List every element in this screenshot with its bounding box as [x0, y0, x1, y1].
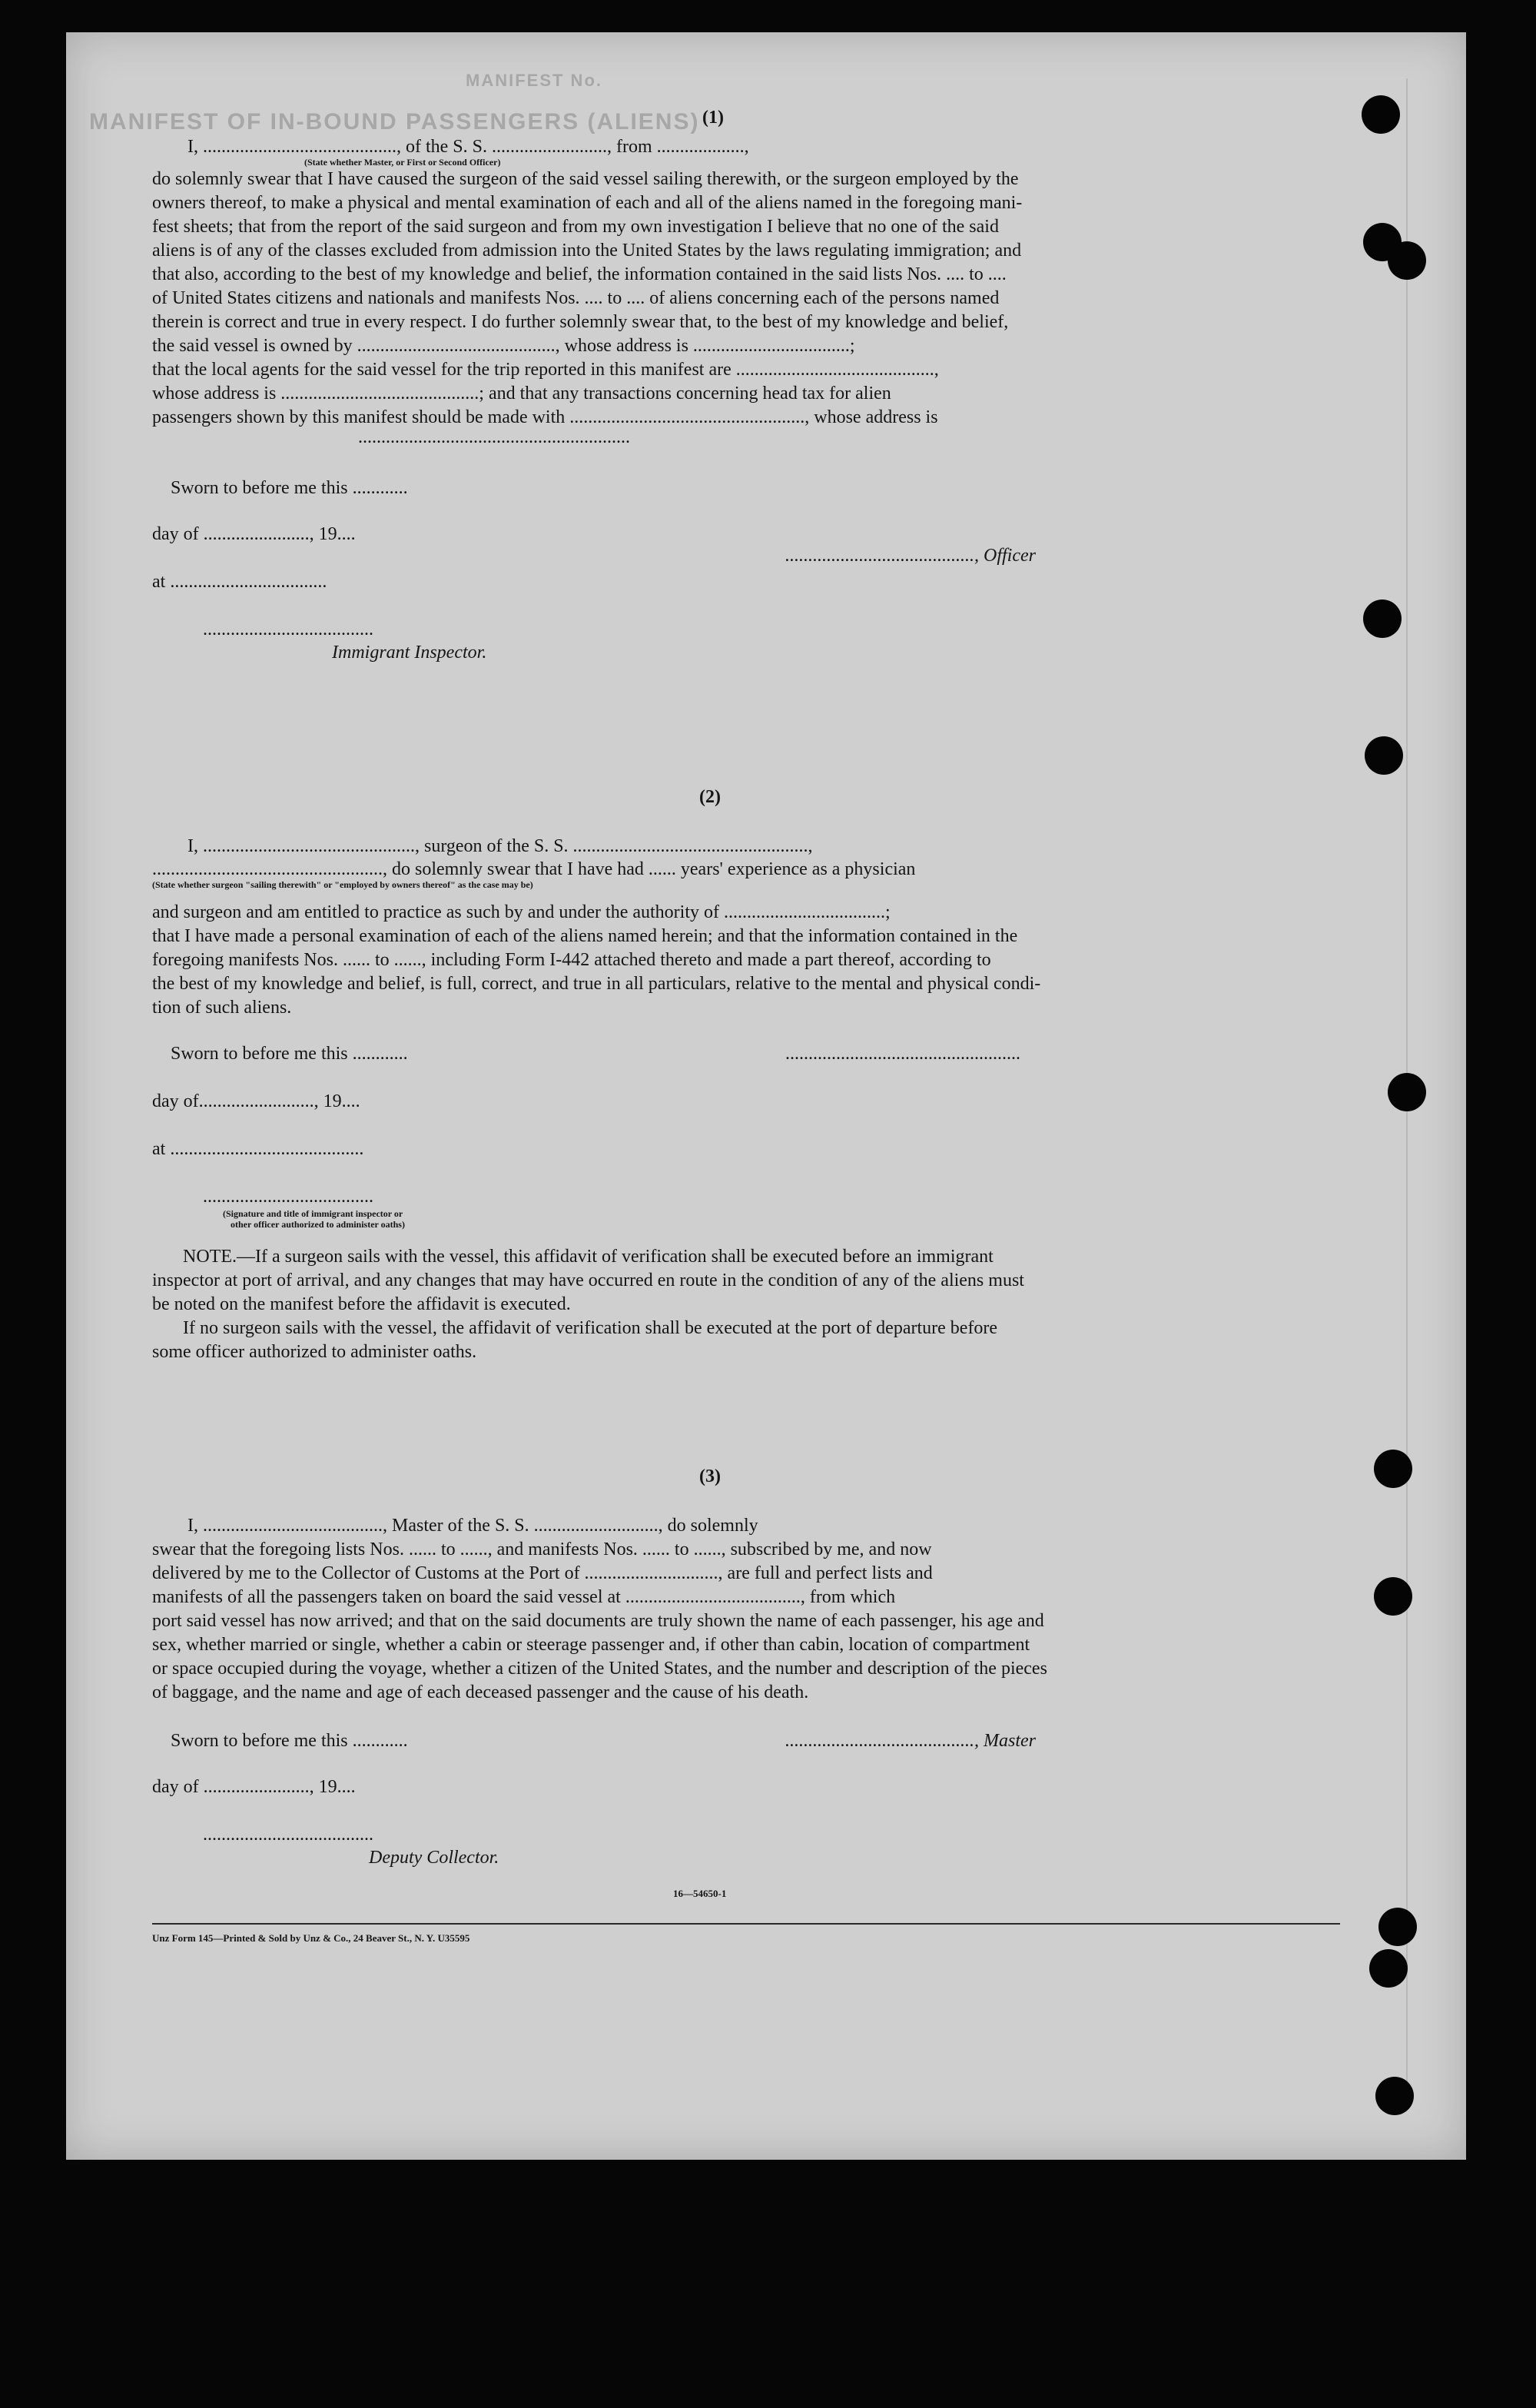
- s1-at: at ..................................: [152, 572, 327, 592]
- s2-signature-note: (Signature and title of immigrant inspector or: [223, 1208, 403, 1219]
- s1-officer-note: (State whether Master, or First or Second Officer): [304, 157, 501, 168]
- s3-deputy-collector: Deputy Collector.: [369, 1848, 499, 1868]
- s1-sworn: Sworn to before me this ............: [171, 478, 408, 498]
- s3-line: or space occupied during the voyage, whether a citizen of the United States, and the number and description of the pieces: [152, 1659, 1047, 1679]
- s2-surgeon-note: (State whether surgeon "sailing therewith" or "employed by owners thereof" as the case may be): [152, 879, 533, 890]
- s1-line: aliens is of any of the classes excluded from admission into the United States by the laws regulating immigration; and: [152, 241, 1022, 261]
- punch-hole: [1375, 2077, 1414, 2115]
- s2-note-line: NOTE.—If a surgeon sails with the vessel, this affidavit of verification shall be executed before an immigrant: [183, 1247, 994, 1267]
- s3-day: day of ......................., 19....: [152, 1777, 356, 1797]
- section-2-header: (2): [699, 787, 721, 807]
- punch-hole: [1363, 600, 1402, 638]
- punch-hole: [1362, 95, 1400, 134]
- s3-sworn: Sworn to before me this ............: [171, 1731, 408, 1751]
- s2-sworn: Sworn to before me this ............: [171, 1044, 408, 1064]
- s1-line: that the local agents for the said vessel for the trip reported in this manifest are ...........................................,: [152, 360, 939, 380]
- s1-line: whose address is ...........................................; and that any transactions concerning head tax for alien: [152, 384, 891, 404]
- printer-credit: Unz Form 145—Printed & Sold by Unz & Co., 24 Beaver St., N. Y. U35595: [152, 1932, 470, 1944]
- s2-day: day of........................., 19....: [152, 1091, 360, 1111]
- s2-signature: ...................................................: [785, 1044, 1020, 1064]
- s2-note-line: inspector at port of arrival, and any changes that may have occurred en route in the condition of any of the aliens must: [152, 1270, 1024, 1290]
- s2-note-line: some officer authorized to administer oaths.: [152, 1342, 477, 1362]
- s2-at: at ..........................................: [152, 1139, 364, 1159]
- s1-line: of United States citizens and nationals and manifests Nos. .... to .... of aliens concerning each of the persons named: [152, 288, 1000, 308]
- punch-hole: [1374, 1450, 1412, 1488]
- s2-signature-line: .....................................: [203, 1187, 373, 1207]
- s2-line: tion of such aliens.: [152, 998, 292, 1018]
- s3-line: swear that the foregoing lists Nos. ...... to ......, and manifests Nos. ...... to ......, subscribed by me, and now: [152, 1539, 932, 1559]
- s2-line: foregoing manifests Nos. ...... to ......, including Form I-442 attached thereto and made a part thereof, according to: [152, 950, 991, 970]
- punch-hole: [1369, 1949, 1408, 1988]
- s3-line: delivered by me to the Collector of Customs at the Port of ............................., are full and perfect lists and: [152, 1563, 933, 1583]
- s1-line: I, .........................................., of the S. S. ........................., from ...................,: [187, 137, 749, 157]
- s1-line: ...........................................................: [358, 427, 630, 447]
- s1-line: therein is correct and true in every respect. I do further solemnly swear that, to the best of my knowledge and belief,: [152, 312, 1009, 332]
- punch-hole: [1388, 241, 1426, 280]
- s1-signature-line: .....................................: [203, 619, 373, 639]
- punch-hole: [1374, 1577, 1412, 1616]
- ghost-header-title: MANIFEST OF IN-BOUND PASSENGERS (ALIENS): [89, 109, 700, 135]
- s3-line: manifests of all the passengers taken on board the said vessel at ......................................, from which: [152, 1587, 896, 1607]
- manifest-page: [66, 32, 1466, 2160]
- s1-line: passengers shown by this manifest should be made with ..................................................., whose address is: [152, 407, 938, 427]
- form-code: 16—54650-1: [673, 1888, 727, 1899]
- s2-note-line: If no surgeon sails with the vessel, the affidavit of verification shall be executed at the port of departure before: [183, 1318, 998, 1338]
- s1-day: day of ......................., 19....: [152, 524, 356, 544]
- punch-hole: [1378, 1908, 1417, 1946]
- section-3-header: (3): [699, 1466, 721, 1486]
- punch-hole: [1388, 1073, 1426, 1111]
- s2-note-line: be noted on the manifest before the affidavit is executed.: [152, 1294, 571, 1314]
- s3-line: port said vessel has now arrived; and that on the said documents are truly shown the name of each passenger, his age and: [152, 1611, 1044, 1631]
- s2-signature-note: other officer authorized to administer oaths): [231, 1219, 405, 1230]
- footer-rule: [152, 1923, 1340, 1925]
- s3-signature-line: .....................................: [203, 1825, 373, 1845]
- s1-line: do solemnly swear that I have caused the surgeon of the said vessel sailing therewith, or the surgeon employed by the: [152, 169, 1019, 189]
- s3-line: sex, whether married or single, whether a cabin or steerage passenger and, if other than cabin, location of compartment: [152, 1635, 1030, 1655]
- s2-line: and surgeon and am entitled to practice as such by and under the authority of ...................................;: [152, 902, 891, 922]
- s3-line: of baggage, and the name and age of each deceased passenger and the cause of his death.: [152, 1682, 809, 1702]
- s2-line: the best of my knowledge and belief, is full, correct, and true in all particulars, relative to the mental and physical condi-: [152, 974, 1041, 994]
- s2-line: I, .............................................., surgeon of the S. S. ...................................................,: [187, 836, 813, 856]
- s1-line: owners thereof, to make a physical and mental examination of each and all of the aliens named in the foregoing mani-: [152, 193, 1023, 213]
- punch-hole: [1365, 736, 1403, 775]
- s1-line: the said vessel is owned by ..........................................., whose address is ..................................;: [152, 336, 855, 356]
- s1-immigrant-inspector: Immigrant Inspector.: [332, 643, 487, 663]
- s1-officer-signature: ........................................., Officer: [785, 546, 1036, 566]
- s3-master-signature: ........................................., Master: [785, 1731, 1036, 1751]
- section-1-header: (1): [702, 108, 724, 128]
- s2-line: .................................................., do solemnly swear that I have had ...... years' experience as a physician: [152, 859, 916, 879]
- ghost-manifest-number: MANIFEST No.: [466, 71, 602, 90]
- s3-line: I, ......................................., Master of the S. S. ..........................., do solemnly: [187, 1516, 758, 1536]
- s1-line: fest sheets; that from the report of the said surgeon and from my own investigation I believe that no one of the said: [152, 217, 999, 237]
- s2-line: that I have made a personal examination of each of the aliens named herein; and that the information contained in the: [152, 926, 1018, 946]
- s1-line: that also, according to the best of my knowledge and belief, the information contained in the said lists Nos. .... to ....: [152, 264, 1007, 284]
